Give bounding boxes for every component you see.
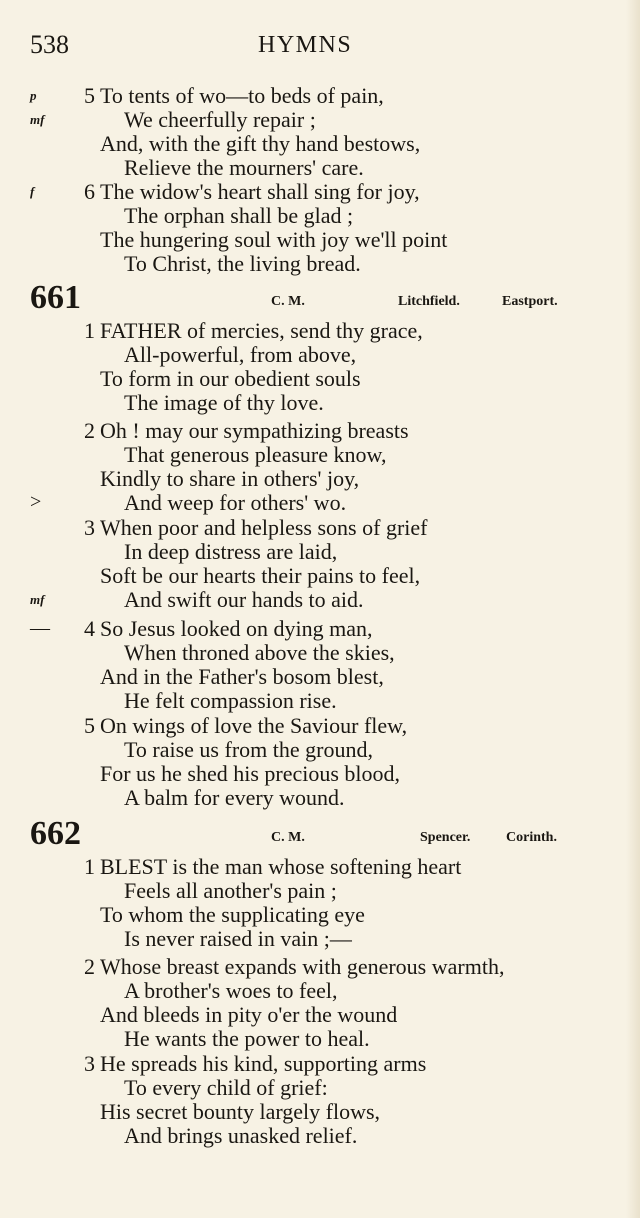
verse-line — [0, 83, 640, 108]
verse-line — [0, 227, 640, 252]
hymn-number: 661 — [30, 279, 81, 316]
stanza-number: 2 — [84, 954, 95, 979]
dynamic-marking: f — [30, 184, 35, 199]
verse-text: Oh ! may our sympathizing breasts — [100, 418, 409, 443]
verse-text: Whose breast expands with generous warmth, — [100, 954, 505, 979]
verse-line — [0, 737, 640, 762]
verse-line — [0, 1002, 640, 1027]
page-header — [0, 30, 640, 66]
verse-text: To every child of grief: — [124, 1075, 328, 1100]
verse-line — [0, 366, 640, 391]
verse-text: Feels all another's pain ; — [124, 878, 337, 903]
verse-line — [0, 418, 640, 443]
verse-text: The image of thy love. — [124, 390, 324, 415]
verse-text: And bleeds in pity o'er the wound — [100, 1002, 398, 1027]
verse-text: Kindly to share in others' joy, — [100, 466, 360, 491]
dynamic-marking: mf — [30, 592, 45, 607]
verse-text: He wants the power to heal. — [124, 1026, 370, 1051]
hymn-heading — [0, 814, 640, 854]
tune-name: Litchfield. — [398, 294, 460, 309]
verse-line — [0, 155, 640, 180]
verse-line — [0, 1051, 640, 1076]
verse-line — [0, 390, 640, 415]
stanza-number: 2 — [84, 418, 95, 443]
stanza-number: 5 — [84, 713, 95, 738]
verse-line — [0, 1075, 640, 1100]
verse-line — [0, 442, 640, 467]
verse-text: BLEST is the man whose softening heart — [100, 854, 462, 879]
verse-line — [0, 490, 640, 515]
verse-line — [0, 539, 640, 564]
verse-text: FATHER of mercies, send thy grace, — [100, 318, 423, 343]
verse-text: To whom the supplicating eye — [100, 902, 365, 927]
verse-text: So Jesus looked on dying man, — [100, 616, 373, 641]
stanza-number: 3 — [84, 515, 95, 540]
verse-text: All-powerful, from above, — [124, 342, 357, 367]
stanza-number: 6 — [84, 179, 95, 204]
verse-text: That generous pleasure know, — [124, 442, 387, 467]
verse-line — [0, 688, 640, 713]
verse-line — [0, 854, 640, 879]
verse-text: He spreads his kind, supporting arms — [100, 1051, 427, 1076]
verse-text: A balm for every wound. — [124, 785, 345, 810]
verse-line — [0, 878, 640, 903]
stanza-number: 1 — [84, 318, 95, 343]
verse-line — [0, 978, 640, 1003]
dynamic-marking: > — [30, 491, 42, 513]
verse-text: To form in our obedient souls — [100, 366, 361, 391]
verse-text: He felt compassion rise. — [124, 688, 337, 713]
verse-line — [0, 131, 640, 156]
verse-line — [0, 954, 640, 979]
verse-text: On wings of love the Saviour flew, — [100, 713, 408, 738]
hymn-number: 662 — [30, 815, 81, 852]
verse-text: And brings unasked relief. — [124, 1123, 358, 1148]
tune-name: Spencer. — [420, 830, 471, 845]
stanza-number: 3 — [84, 1051, 95, 1076]
verse-line — [0, 318, 640, 343]
verse-line — [0, 1026, 640, 1051]
verse-line — [0, 203, 640, 228]
verse-text: And swift our hands to aid. — [124, 587, 364, 612]
verse-text: Relieve the mourners' care. — [124, 155, 364, 180]
verse-line — [0, 926, 640, 951]
verse-text: To tents of wo—to beds of pain, — [100, 83, 384, 108]
verse-line — [0, 640, 640, 665]
verse-line — [0, 107, 640, 132]
verse-text: To raise us from the ground, — [124, 737, 373, 762]
verse-line — [0, 342, 640, 367]
stanza-number: 1 — [84, 854, 95, 879]
dynamic-marking: mf — [30, 112, 45, 127]
verse-text: To Christ, the living bread. — [124, 251, 361, 276]
verse-text: In deep distress are laid, — [124, 539, 338, 564]
verse-line — [0, 664, 640, 689]
verse-text: And weep for others' wo. — [124, 490, 347, 515]
hymn-heading — [0, 278, 640, 318]
dynamic-marking: p — [30, 88, 37, 103]
verse-line — [0, 1123, 640, 1148]
verse-text: When throned above the skies, — [124, 640, 395, 665]
verse-text: His secret bounty largely flows, — [100, 1099, 381, 1124]
verse-line — [0, 616, 640, 641]
hymn-meter: C. M. — [271, 294, 305, 309]
verse-line — [0, 251, 640, 276]
verse-line — [0, 466, 640, 491]
verse-text: The widow's heart shall sing for joy, — [100, 179, 420, 204]
verse-line — [0, 902, 640, 927]
tune-name: Eastport. — [502, 294, 558, 309]
verse-text: Is never raised in vain ;— — [124, 926, 352, 951]
tune-name: Corinth. — [506, 830, 557, 845]
verse-line — [0, 761, 640, 786]
verse-line — [0, 713, 640, 738]
stanza-number: 5 — [84, 83, 95, 108]
verse-text: And, with the gift thy hand bestows, — [100, 131, 421, 156]
verse-line — [0, 515, 640, 540]
page-number: 538 — [30, 30, 69, 59]
verse-line — [0, 563, 640, 588]
hymn-meter: C. M. — [271, 830, 305, 845]
verse-text: When poor and helpless sons of grief — [100, 515, 428, 540]
verse-line — [0, 179, 640, 204]
running-title: HYMNS — [258, 32, 353, 58]
verse-line — [0, 785, 640, 810]
verse-text: A brother's woes to feel, — [124, 978, 338, 1003]
dynamic-marking: — — [30, 617, 50, 639]
verse-text: The hungering soul with joy we'll point — [100, 227, 448, 252]
verse-text: The orphan shall be glad ; — [124, 203, 354, 228]
verse-text: For us he shed his precious blood, — [100, 761, 401, 786]
verse-text: We cheerfully repair ; — [124, 107, 316, 132]
stanza-number: 4 — [84, 616, 95, 641]
verse-line — [0, 1099, 640, 1124]
verse-text: And in the Father's bosom blest, — [100, 664, 384, 689]
verse-line — [0, 587, 640, 612]
verse-text: Soft be our hearts their pains to feel, — [100, 563, 421, 588]
